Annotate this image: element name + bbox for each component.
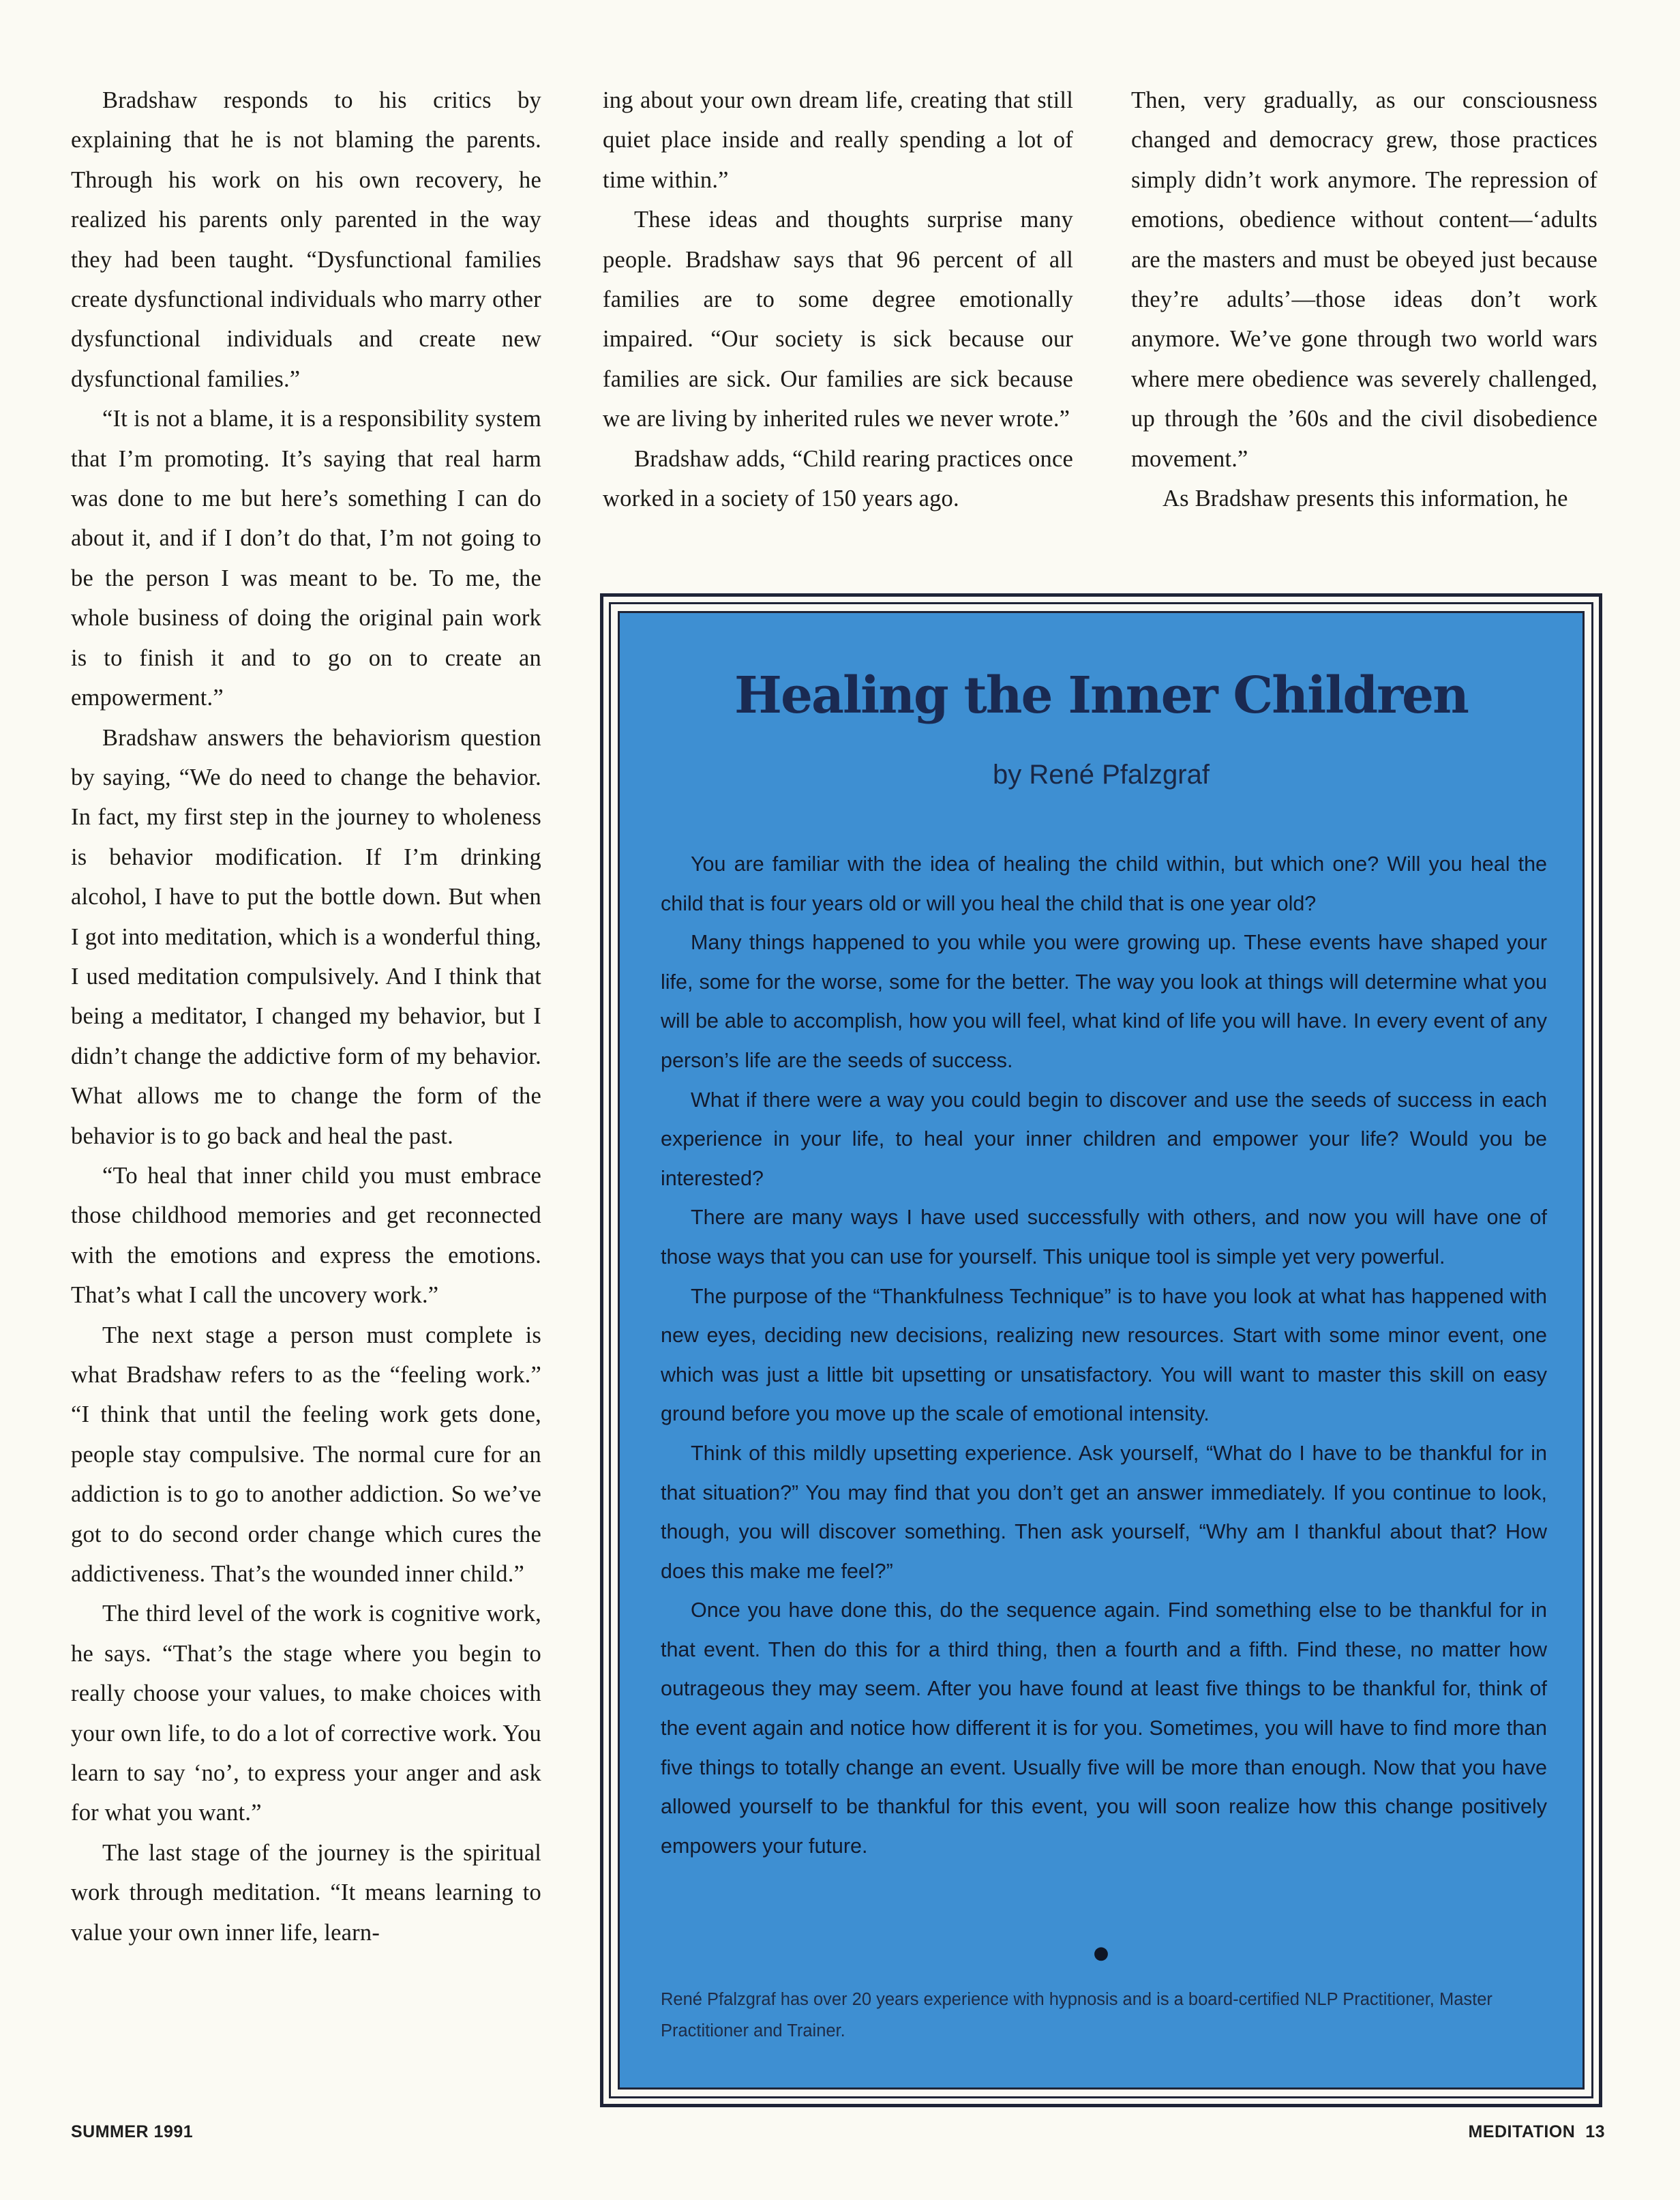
sidebar-paragraph: Think of this mildly upsetting experience. Ask yourself, “What do I have to be thankful for in that situation?” You may find that you don’t get an answer immediately. If you continue to look, though, you will discover something. Then ask yourself, “Why am I thankful about that? How does this make me feel?” [661,1441,1547,1583]
sidebar-paragraph: What if there were a way you could begin to discover and use the seeds of success in each experience in your life, to heal your inner children and empower your life? Would you be interested? [661,1088,1547,1190]
article-paragraph: Bradshaw adds, “Child rearing practices once worked in a society of 150 years ago. [603,445,1073,512]
sidebar-inner-frame [609,602,1593,2098]
article-paragraph: As Bradshaw presents this information, he [1162,486,1568,512]
article-paragraph: The third level of the work is cognitive work, he says. “That’s the stage where you begin to really choose your values, to make choices with your own life, to do a lot of corrective work. You learn to say ‘no’, to express your anger and ask for what you want.” [71,1601,541,1826]
sidebar-paragraph: Once you have done this, do the sequence again. Find something else to be thankful for in that event. Then do this for a third thing, then a fourth and a fifth. Find these, no matter how outrageous they may seem. After you have found at least five things to be thankful for, think of the event again and notice how different it is for you. Sometimes, you will have to find more than five things to totally change an event. Usually five will be more than enough. Now that you have allowed yourself to be thankful for this event, you will soon realize how this change positively empowers your future. [661,1599,1547,1858]
author-bio: René Pfalzgraf has over 20 years experience with hypnosis and is a board-certified NLP Practitioner, Master Practitioner and Trainer. [661,1990,1492,2040]
article-column-3 [1131,80,1597,518]
sidebar-paragraph: Many things happened to you while you were growing up. These events have shaped your life, some for the worse, some for the better. The way you look at things will determine what you will be able to accomplish, how you will feel, what kind of life you will have. In every event of any person’s life are the seeds of success. [661,931,1547,1072]
end-mark-icon: ● [1093,1943,1109,1963]
footer-issue-date: SUMMER 1991 [71,2122,194,2141]
article-column-1 [71,80,541,1952]
sidebar-panel [618,611,1585,2090]
article-paragraph: Then, very gradually, as our consciousness changed and democracy grew, those practices simply didn’t work anymore. The repression of emotions, obedience without content—‘adults are the masters and must be obeyed just because they’re adults’—those ideas don’t work anymore. We’ve gone through two world wars where mere obedience was severely challenged, up through the ’60s and the civil disobedience movement.” [1131,87,1597,472]
footer-page-number: MEDITATION 13 [1468,2122,1605,2141]
article-paragraph: Bradshaw answers the behaviorism question by saying, “We do need to change the behavior. In fact, my first step in the journey to wholeness is behavior modification. If I’m drinking alcohol, I have to put the bottle down. But when I got into meditation, which is a wonderful thing, I used meditation compulsively. And I think that being a meditator, I changed my behavior, but I didn’t change the addictive form of my behavior. What allows me to change the form of the behavior is to go back and heal the past. [71,724,541,1149]
sidebar-title: Healing the Inner Children [734,666,1468,725]
sidebar-body [661,845,1547,1866]
article-paragraph: ing about your own dream life, creating that still quiet place inside and really spending a lot of time within.” [603,87,1073,193]
sidebar-byline: by René Pfalzgraf [993,760,1210,790]
article-paragraph: “It is not a blame, it is a responsibility system that I’m promoting. It’s saying that real harm was done to me but here’s something I can do about it, and if I don’t do that, I’m not going to be the person I was meant to be. To me, the whole business of doing the original pain work is to finish it and to go on to create an empowerment.” [71,406,541,711]
sidebar-paragraph: The purpose of the “Thankfulness Technique” is to have you look at what has happened with new eyes, deciding new decisions, realizing new resources. Start with some minor event, one which was just a little bit upsetting or unsatisfactory. You will want to master this skill on easy ground before you move up the scale of emotional intensity. [661,1284,1547,1426]
article-paragraph: “To heal that inner child you must embrace those childhood memories and get reconnected with the emotions and express the emotions. That’s what I call the uncovery work.” [71,1162,541,1309]
article-paragraph: The last stage of the journey is the spiritual work through meditation. “It means learning to value your own inner life, learn- [71,1839,541,1946]
sidebar-box [600,593,1602,2107]
article-paragraph: Bradshaw responds to his critics by explaining that he is not blaming the parents. Through his work on his own recovery, he realized his parents only parented in the way they had been taught. “Dysfunctional families create dysfunctional individuals who marry other dysfunctional individuals and create new dysfunctional families.” [71,87,541,392]
article-paragraph: The next stage a person must complete is what Bradshaw refers to as the “feeling work.” “I think that until the feeling work gets done, people stay compulsive. The normal cure for an addiction is to go to another addiction. So we’ve got to do second order change which cures the addictiveness. That’s the wounded inner child.” [71,1322,541,1588]
sidebar-paragraph: There are many ways I have used successfully with others, and now you will have one of those ways that you can use for yourself. This unique tool is simple yet very powerful. [661,1206,1547,1268]
article-paragraph: These ideas and thoughts surprise many people. Bradshaw says that 96 percent of all families are to some degree emotionally impaired. “Our society is sick because our families are sick. Our families are sick because we are living by inherited rules we never wrote.” [603,207,1073,432]
sidebar-paragraph: You are familiar with the idea of healing the child within, but which one? Will you heal the child that is four years old or will you heal the child that is one year old? [661,852,1547,915]
article-column-2 [603,80,1073,518]
